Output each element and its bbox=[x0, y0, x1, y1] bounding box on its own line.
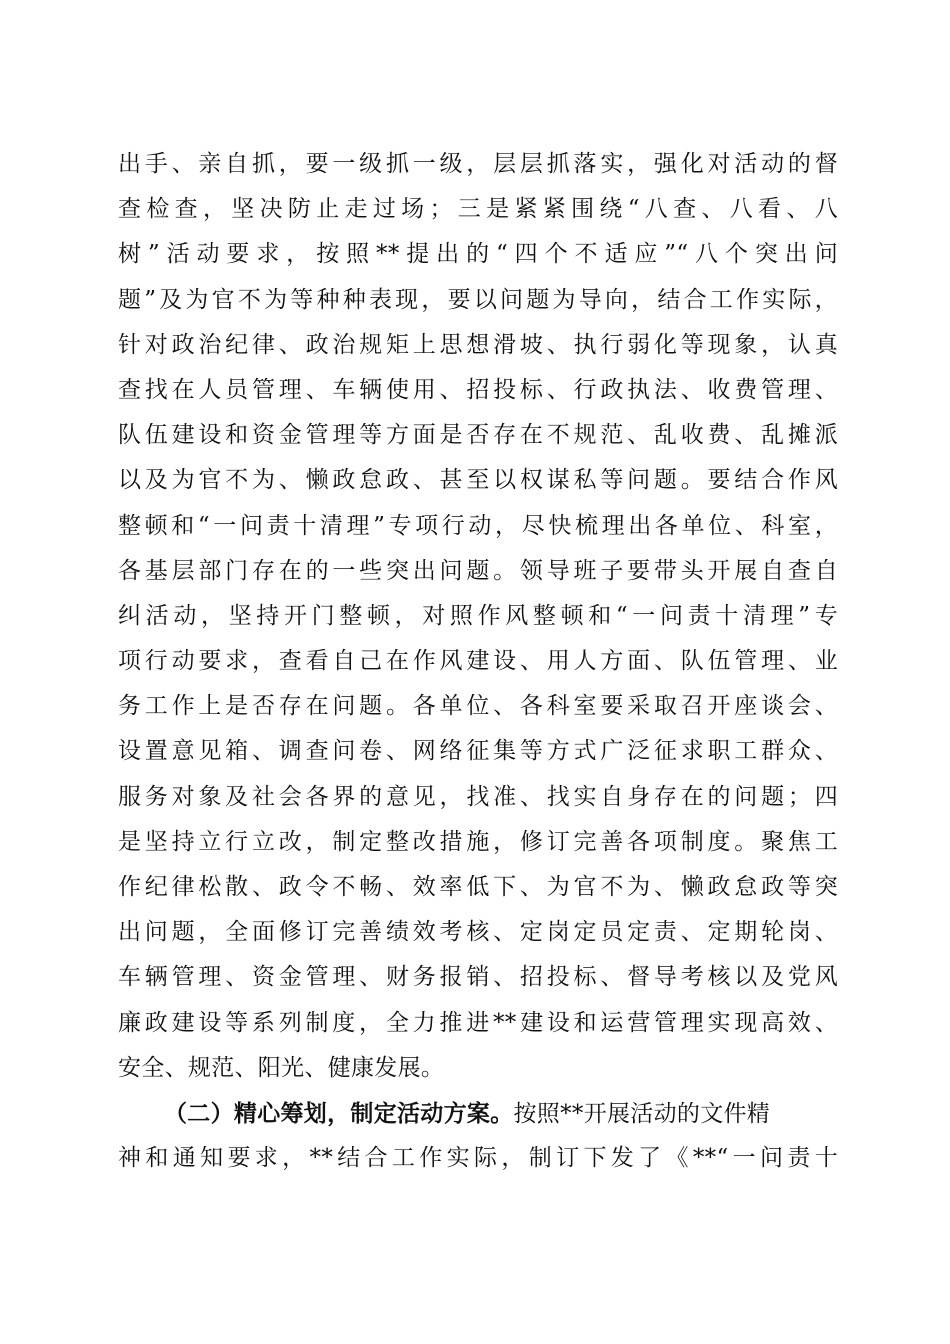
paragraph-line: 队伍建设和资金管理等方面是否存在不规范、乱收费、乱摊派 bbox=[118, 422, 838, 449]
paragraph-line: 题”及为官不为等种种表现，要以问题为导向，结合工作实际， bbox=[118, 286, 838, 313]
paragraph-last-line: 安全、规范、阳光、健康发展。 bbox=[118, 1054, 445, 1081]
paragraph-line: 出手、亲自抓，要一级抓一级，层层抓落实，强化对活动的督 bbox=[118, 151, 838, 177]
paragraph-line: 各基层部门存在的一些突出问题。领导班子要带头开展自查自 bbox=[118, 557, 838, 584]
paragraph-line: 设置意见箱、调查问卷、网络征集等方式广泛征求职工群众、 bbox=[118, 738, 838, 765]
paragraph-line: 项行动要求，查看自己在作风建设、用人方面、队伍管理、业 bbox=[118, 648, 838, 675]
document-body bbox=[118, 142, 838, 1181]
paragraph-line: 服务对象及社会各界的意见，找准、找实自身存在的问题；四 bbox=[118, 783, 838, 810]
paragraph-line: 务工作上是否存在问题。各单位、各科室要采取召开座谈会、 bbox=[118, 693, 838, 720]
section-heading: （二）精心筹划，制定活动方案。 bbox=[164, 1099, 514, 1127]
paragraph-line: 出问题，全面修订完善绩效考核、定岗定员定责、定期轮岗、 bbox=[118, 919, 838, 946]
paragraph-line: 纠活动，坚持开门整顿，对照作风整顿和“一问责十清理”专 bbox=[118, 602, 838, 629]
section-heading-line bbox=[118, 1091, 838, 1136]
paragraph-line: 以及为官不为、懒政怠政、甚至以权谋私等问题。要结合作风 bbox=[118, 467, 838, 494]
paragraph-line: 廉政建设等系列制度，全力推进**建设和运营管理实现高效、 bbox=[118, 1009, 838, 1036]
paragraph-line: 是坚持立行立改，制定整改措施，修订完善各项制度。聚焦工 bbox=[118, 828, 838, 855]
paragraph-line: 针对政治纪律、政治规矩上思想滑坡、执行弱化等现象，认真 bbox=[118, 331, 838, 358]
paragraph-line: 树”活动要求，按照**提出的“四个不适应”“八个突出问 bbox=[118, 241, 838, 268]
paragraph-line: 神和通知要求，**结合工作实际，制订下发了《**“一问责十 bbox=[118, 1145, 838, 1172]
paragraph-line: 车辆管理、资金管理、财务报销、招投标、督导考核以及党风 bbox=[118, 964, 838, 991]
paragraph-line: 整顿和“一问责十清理”专项行动，尽快梳理出各单位、科室， bbox=[118, 512, 838, 539]
paragraph-line: 查检查，坚决防止走过场；三是紧紧围绕“八查、八看、八 bbox=[118, 196, 838, 223]
section-text: 按照**开展活动的文件精 bbox=[513, 1100, 771, 1127]
paragraph-line: 作纪律松散、政令不畅、效率低下、为官不为、懒政怠政等突 bbox=[118, 874, 838, 900]
paragraph-line: 查找在人员管理、车辆使用、招投标、行政执法、收费管理、 bbox=[118, 376, 838, 403]
